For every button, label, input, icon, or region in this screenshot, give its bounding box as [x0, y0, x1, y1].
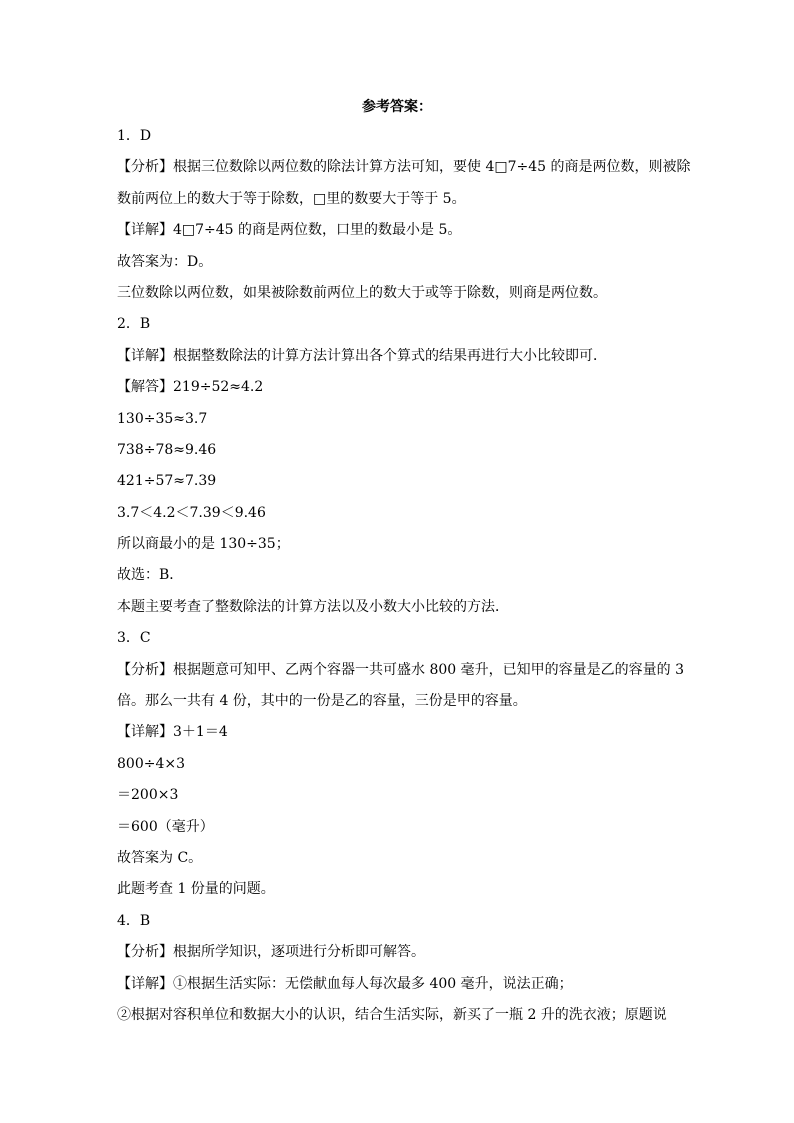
text-line: ＝200×3 — [117, 787, 179, 804]
text-line: 【分析】根据三位数除以两位数的除法计算方法可知，要使 4□7÷45 的商是两位数，则被除 — [117, 159, 691, 176]
text-line: 3．C — [117, 630, 151, 647]
text-line: 倍。那么一共有 4 份，其中的一份是乙的容量，三份是甲的容量。 — [117, 693, 527, 710]
text-line: ②根据对容积单位和数据大小的认识，结合生活实际，新买了一瓶 2 升的洗衣液；原题说 — [117, 1006, 667, 1023]
text-line: 【详解】①根据生活实际：无偿献血每人每次最多 400 毫升，说法正确； — [117, 975, 573, 992]
text-line: 738÷78≈9.46 — [117, 441, 217, 458]
text-line: 此题考查 1 份量的问题。 — [117, 881, 275, 898]
answer-text — [117, 121, 691, 1031]
text-line: 【详解】4□7÷45 的商是两位数，口里的数最小是 5。 — [117, 222, 462, 239]
text-line: 800÷4×3 — [117, 755, 185, 772]
text-line: 【分析】根据所学知识，逐项进行分析即可解答。 — [117, 944, 425, 961]
text-line: 4．B — [117, 912, 151, 929]
text-line: 故选：B． — [117, 567, 184, 584]
text-line: 三位数除以两位数，如果被除数前两位上的数大于或等于除数，则商是两位数。 — [117, 284, 607, 301]
text-line: 本题主要考查了整数除法的计算方法以及小数大小比较的方法． — [117, 598, 509, 615]
text-line: 2．B — [117, 316, 151, 333]
page-title: 参考答案： — [362, 99, 432, 115]
text-line: 【详解】根据整数除法的计算方法计算出各个算式的结果再进行大小比较即可． — [117, 347, 607, 364]
text-line: 数前两位上的数大于等于除数，□里的数要大于等于 5。 — [117, 190, 466, 207]
text-line: ＝600（毫升） — [117, 818, 214, 835]
text-line: 【解答】219÷52≈4.2 — [117, 379, 264, 396]
text-line: 3.7＜4.2＜7.39＜9.46 — [117, 504, 266, 521]
text-line: 130÷35≈3.7 — [117, 410, 208, 427]
text-line: 421÷57≈7.39 — [117, 473, 217, 490]
text-line: 故答案为 C。 — [117, 849, 203, 866]
text-line: 【分析】根据题意可知甲、乙两个容器一共可盛水 800 毫升，已知甲的容量是乙的容量的 3 — [117, 661, 684, 678]
text-line: 【详解】3＋1＝4 — [117, 724, 228, 741]
text-line: 故答案为：D。 — [117, 253, 213, 270]
text-line: 1．D — [117, 128, 152, 144]
text-line: 所以商最小的是 130÷35； — [117, 536, 290, 553]
